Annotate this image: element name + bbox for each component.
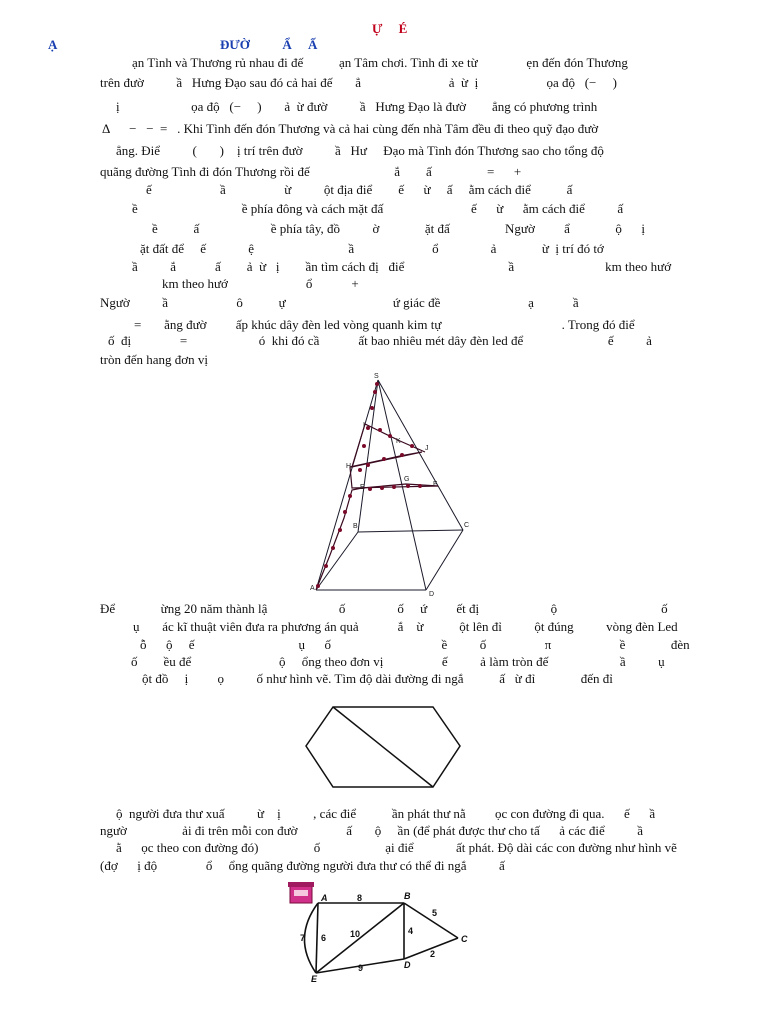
p2-line: ột đồ ị ọ ố như hình vẽ. Tìm độ dài đường đi ngắ ấ ừ đỉ đến đỉ [142,671,613,686]
graph-edge-weight: 7 [300,933,306,943]
p1-line: ố đị = ó khi đó cầ ất bao nhiêu mét dây đèn led để ế ả [108,333,652,348]
graph-edge-weight: 5 [432,908,438,918]
vertex-label: E [360,484,365,491]
p1-line: tròn đến hang đơn vị [100,352,208,367]
section-title: ĐƯỜ Ẩ Ấ [220,37,318,52]
p1-line: ị ọa độ (− ) ả ừ đườ ầ Hưng Đạo là đườ ẳng có phương trình [116,99,598,114]
p2-line: ố ều để ộ ổng theo đơn vị ế ả làm tròn đế ầ ụ [131,654,665,669]
vertex-label: C [464,522,470,529]
vertex-label: D [429,591,435,598]
vertex-label: A [310,585,315,592]
p1-line: ặt đất để ế ệ ầ ổ ả ừ ị trí đó tớ [140,241,604,256]
p1-line: = ằng đườ ấp khúc dây đèn led vòng quanh kim tự . Trong đó điể [134,317,635,332]
vertex-label: F [433,481,438,488]
p1-line: quãng đường Tình đi đón Thương rồi đế ắ ấ = + [100,164,522,179]
vertex-label: G [404,476,410,483]
graph-edge-weight: 2 [430,949,436,959]
graph-edge-weight: 6 [321,933,327,943]
vertex-label: J [425,445,429,452]
p1-line: ề ề phía đông và cách mặt đấ ế ừ ằm cách điể ấ [132,201,624,216]
graph-edge-weight: 4 [408,926,414,936]
vertex-label: H [346,463,352,470]
mailbox-icon [288,882,314,903]
p3-line: (đợ ị độ ổ ổng quãng đường người đưa thư có thể đi ngắ ấ [100,858,505,873]
vertex-label: S [374,373,379,380]
p3-line: ằ ọc theo con đường đó) ố ại điể ất phát. Độ dài các con đường như hình vẽ [116,840,677,855]
p2-line: ỗ ộ ế ụ ố ề ố π ề đèn [140,637,690,652]
graph-node-label: B [404,891,411,901]
p1-line: trên đườ ầ Hưng Đạo sau đó cả hai đế ẳ ả ừ ị ọa độ (− ) [100,75,617,90]
p1-line: ế ầ ừ ột địa điể ế ừ ấ ằm cách điể ấ [146,182,573,197]
graph-edge-weight: 10 [350,929,361,939]
p2-line: ụ ác kĩ thuật viên đưa ra phương án quả ắ ừ ột lên đỉ ột đúng vòng đèn Led [133,619,678,634]
p1-line: ạn Tình và Thương rủ nhau đi đế ạn Tâm chơi. Tình đi xe từ ẹn đến đón Thương [132,55,628,70]
p1-line: Ngườ ầ ô ự ứ giác đề ạ ầ [100,295,579,310]
graph-node-label: E [311,974,318,984]
graph-edge-weight: 9 [358,963,364,973]
vertex-label: I [363,422,365,429]
p3-line: ộ người đưa thư xuấ ừ ị , các điể ần phát thư nằ ọc con đường đi qua. ế ầ [116,806,656,821]
p3-line: ngườ ải đi trên mỗi con đườ ấ ộ ần (để phát được thư cho tấ ả các điể ầ [100,823,644,838]
vertex-label: K [396,438,401,445]
p2-line: Để ừng 20 năm thành lậ ố ố ứ ết đị ộ ố [100,601,668,616]
p1-line: Δ − − = . Khi Tình đến đón Thương và cả hai cùng đến nhà Tâm đều đi theo quỹ đạo đườ [102,121,599,136]
p1-line: ầ ắ ấ ả ừ ị ần tìm cách đị điể ầ km theo hướ [132,259,672,274]
graph-node-label: C [461,934,468,944]
vertex-label: B [353,523,358,530]
graph-edge-weight: 8 [357,893,363,903]
graph-node-label: D [404,960,411,970]
p1-line: ẳng. Điể ( ) ị trí trên đườ ầ Hư Đạo mà Tình đón Thương sao cho tổng độ [116,143,604,158]
graph-node-label: A [321,893,328,903]
section-letter: Ạ [48,37,58,52]
p1-line: km theo hướ ổ + [162,276,359,291]
header-top: Ự É [372,21,408,36]
p1-line: ề ấ ề phía tây, đồ ờ ặt đấ Ngườ ẩ ộ ị [152,221,645,236]
